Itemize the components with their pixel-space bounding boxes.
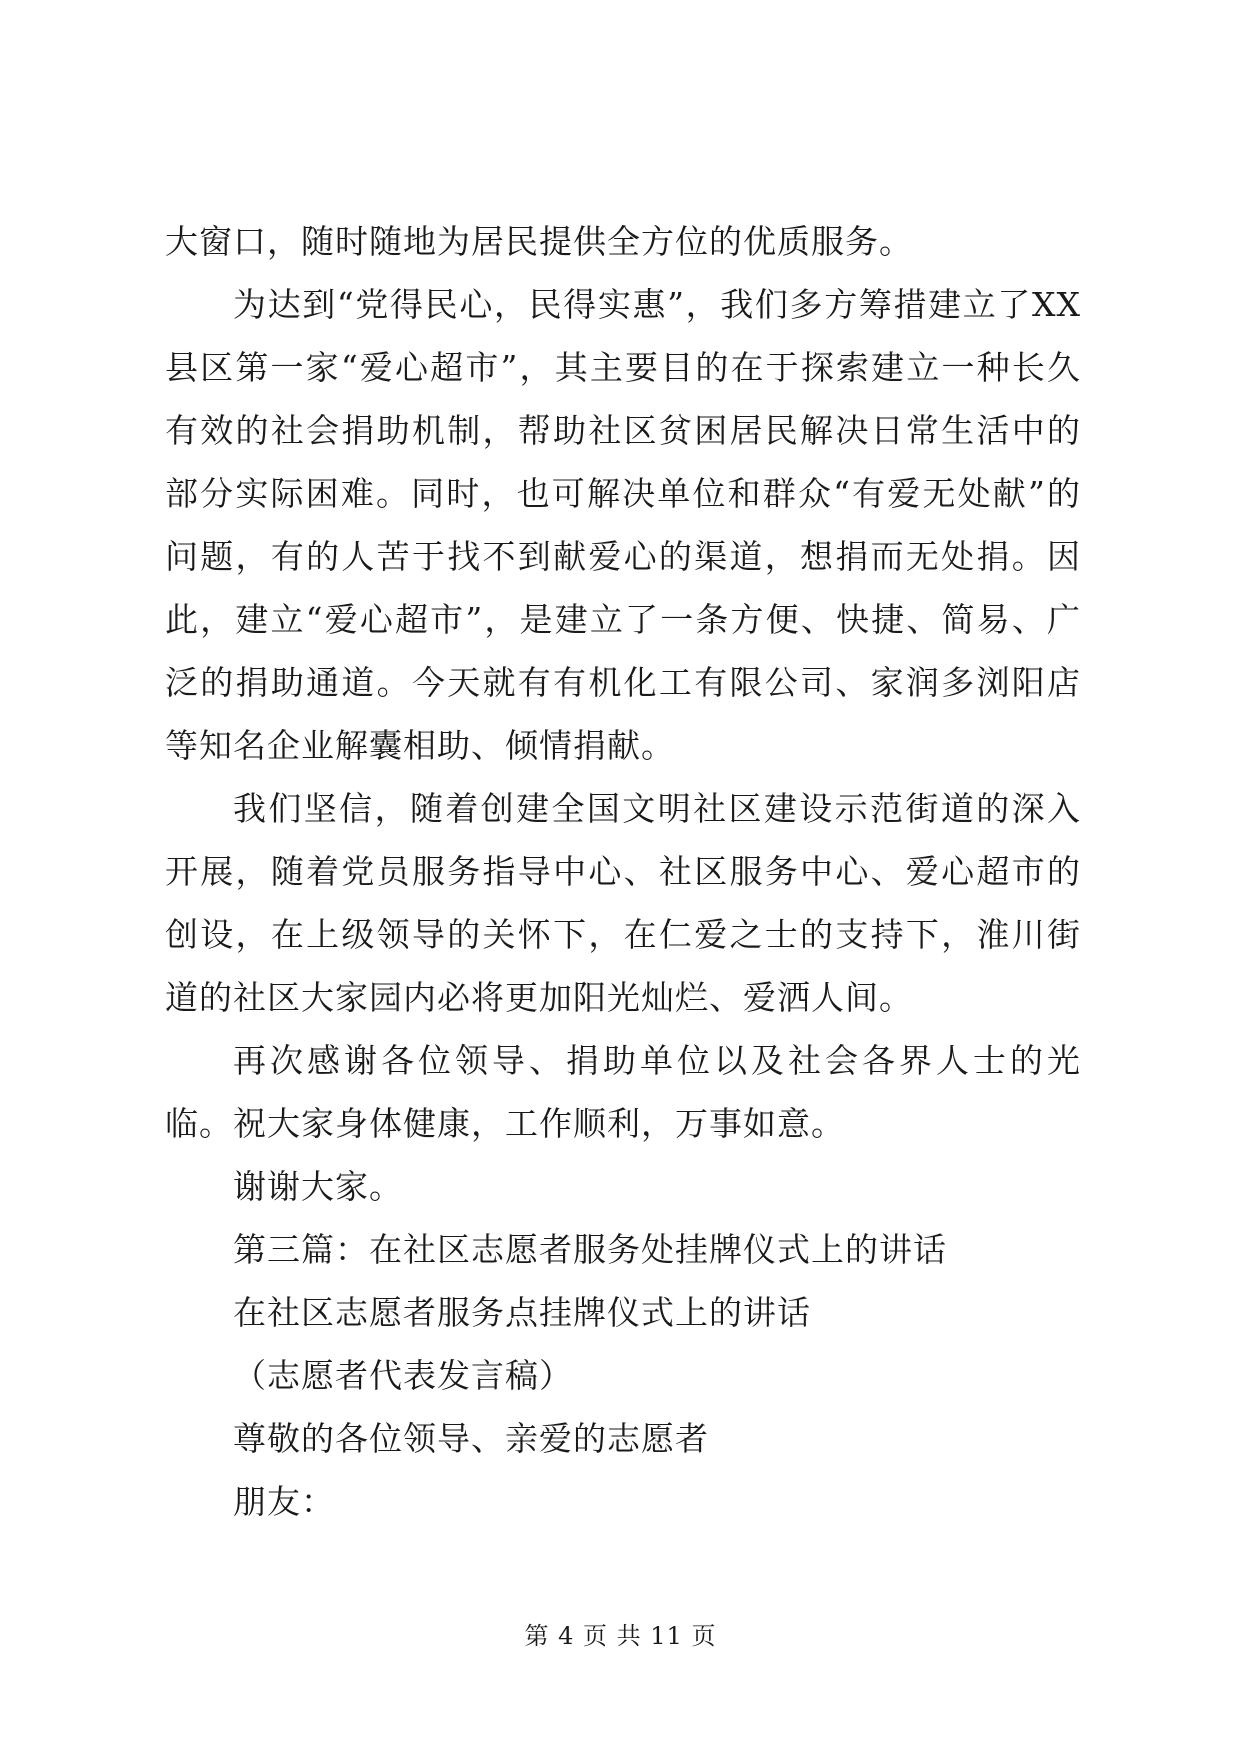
speech-title: 在社区志愿者服务点挂牌仪式上的讲话 [233,1293,811,1332]
salutation: 尊敬的各位领导、亲爱的志愿者 [233,1419,709,1458]
paragraph: 谢谢大家。 [233,1167,403,1206]
speech-subtitle: （志愿者代表发言稿） [233,1356,573,1395]
paragraph: 为达到“党得民心，民得实惠”，我们多方筹措建立了XX县区第一家“爱心超市”，其主要目的在于探索建立一种长久有效的社会捐助机制，帮助社区贫困居民解决日常生活中的部分实际困难。同时，也可解决单位和群众“有爱无处献”的问题，有的人苦于找不到献爱心的渠道，想捐而无处捐。因此，建立“爱心超市”，是建立了一条方便、快捷、简易、广泛的捐助通道。今天就有有机化工有限公司、家润多浏阳店等知名企业解囊相助、倾情捐献。 [165,285,1081,765]
paragraph: 我们坚信，随着创建全国文明社区建设示范街道的深入开展，随着党员服务指导中心、社区服务中心、爱心超市的创设，在上级领导的关怀下，在仁爱之士的支持下，淮川街道的社区大家园内必将更加阳光灿烂、爱洒人间。 [165,789,1081,1017]
paragraph: 大窗口，随时随地为居民提供全方位的优质服务。 [165,222,913,261]
section-heading: 第三篇：在社区志愿者服务处挂牌仪式上的讲话 [233,1230,947,1269]
salutation-continued: 朋友： [233,1482,335,1521]
document-body [165,210,1081,1533]
page-number-footer: 第 4 页 共 11 页 [524,1622,717,1650]
paragraph: 再次感谢各位领导、捐助单位以及社会各界人士的光临。祝大家身体健康，工作顺利，万事如意。 [165,1041,1081,1143]
